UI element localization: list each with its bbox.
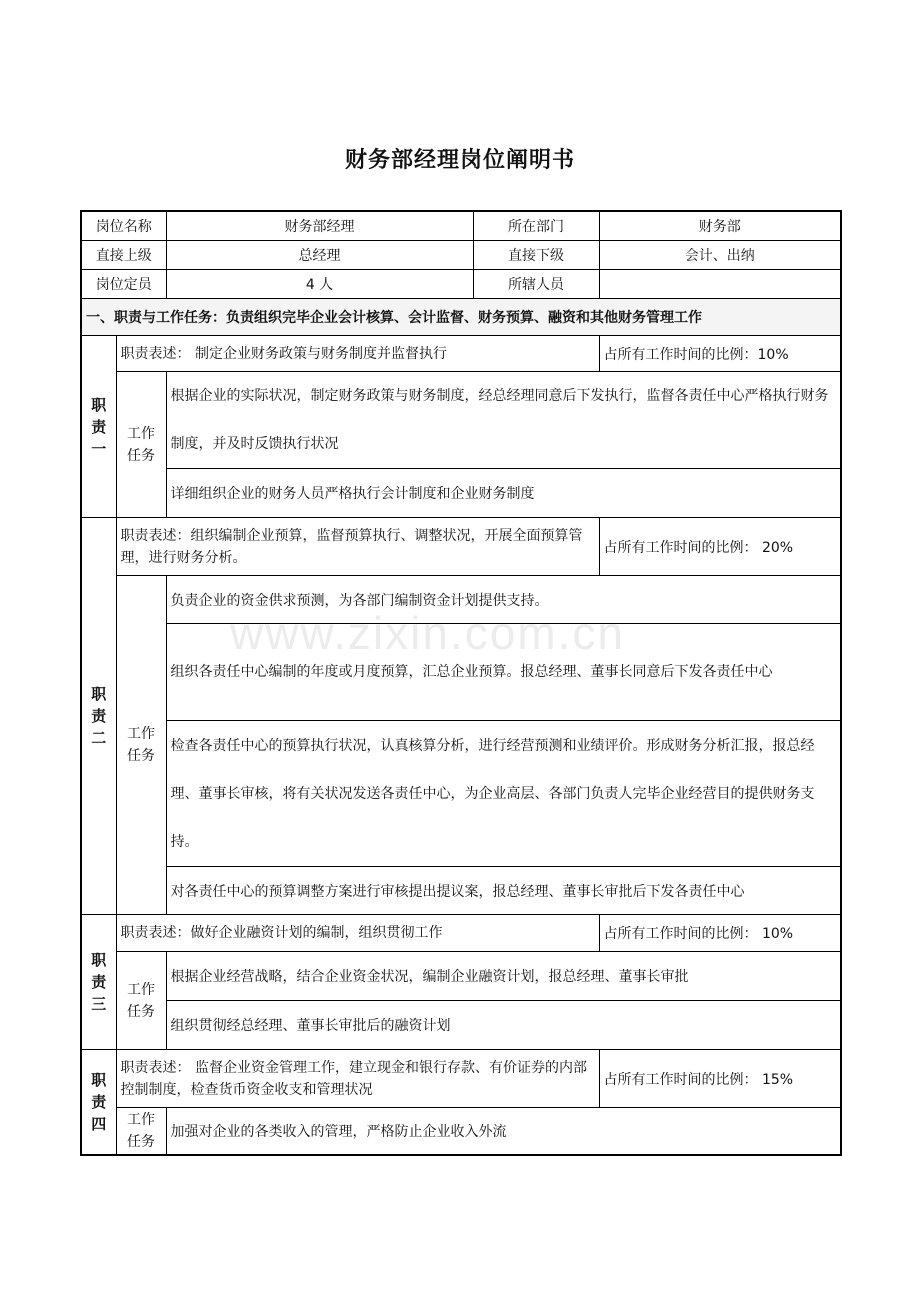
duty-1-ratio: 占所有工作时间的比例：10% (599, 336, 841, 372)
position-value: 财务部经理 (166, 211, 473, 241)
info-row-superior (81, 241, 841, 270)
watermark: www.zixin.com.cn (230, 607, 625, 659)
duty-1-description: 职责表述： 制定企业财务政策与财务制度并监督执行 (116, 336, 599, 372)
duty-2-description: 职责表述：组织编制企业预算，监督预算执行、调整状况，开展全面预算管理，进行财务分析。 (116, 518, 599, 576)
superior-label: 直接上级 (81, 241, 166, 270)
duty-1-desc-row (81, 336, 841, 372)
duty-3-task-row (81, 952, 841, 1001)
page-title: 财务部经理岗位阐明书 (344, 148, 575, 173)
duty-1-task-1: 根据企业的实际状况，制定财务政策与财务制度，经总经理同意后下发执行，监督各责任中心严格执行财务制度，并及时反馈执行状况 (166, 372, 841, 469)
duty-2-label: 职 责 二 (81, 518, 116, 915)
duty-3-desc-row (81, 915, 841, 952)
duty-1-tasks-label: 工作 任务 (116, 372, 166, 518)
duty-2-desc-row (81, 518, 841, 576)
dept-label: 所在部门 (473, 211, 599, 241)
job-description-table (80, 210, 842, 1156)
duty-1-task-row (81, 372, 841, 469)
superior-value: 总经理 (166, 241, 473, 270)
position-label: 岗位名称 (81, 211, 166, 241)
duty-2-task-4: 对各责任中心的预算调整方案进行审核提出提议案，报总经理、董事长审批后下发各责任中心 (166, 867, 841, 915)
duty-2-task-row (81, 624, 841, 721)
duty-3-ratio: 占所有工作时间的比例： 10% (599, 915, 841, 952)
section-title: 一、职责与工作任务：负责组织完毕企业会计核算、会计监督、财务预算、融资和其他财务管理工作 (81, 299, 841, 336)
subordinate-label: 直接下级 (473, 241, 599, 270)
duty-3-task-row (81, 1001, 841, 1050)
info-row-position (81, 211, 841, 241)
duty-4-description: 职责表述： 监督企业资金管理工作，建立现金和银行存款、有价证券的内部控制制度，检查货币资金收支和管理状况 (116, 1050, 599, 1108)
duty-4-desc-row (81, 1050, 841, 1108)
section-row (81, 299, 841, 336)
info-row-headcount (81, 270, 841, 299)
duty-2-task-1: 负责企业的资金供求预测，为各部门编制资金计划提供支持。 (166, 576, 841, 624)
duty-4-ratio: 占所有工作时间的比例： 15% (599, 1050, 841, 1108)
duty-4-label: 职 责 四 (81, 1050, 116, 1155)
subordinate-value: 会计、出纳 (599, 241, 841, 270)
duty-3-label: 职 责 三 (81, 915, 116, 1050)
managed-value (599, 270, 841, 299)
managed-label: 所辖人员 (473, 270, 599, 299)
duty-3-description: 职责表述：做好企业融资计划的编制，组织贯彻工作 (116, 915, 599, 952)
duty-3-task-1: 根据企业经营战略，结合企业资金状况，编制企业融资计划，报总经理、董事长审批 (166, 952, 841, 1001)
duty-2-ratio: 占所有工作时间的比例： 20% (599, 518, 841, 576)
duty-1-task-row (81, 469, 841, 518)
duty-3-task-2: 组织贯彻经总经理、董事长审批后的融资计划 (166, 1001, 841, 1050)
dept-value: 财务部 (599, 211, 841, 241)
duty-2-task-row (81, 867, 841, 915)
duty-2-tasks-label: 工作 任务 (116, 576, 166, 915)
headcount-value: 4 人 (166, 270, 473, 299)
duty-4-tasks-label: 工作 任务 (116, 1108, 166, 1155)
duty-2-task-row (81, 576, 841, 624)
duty-2-task-row (81, 721, 841, 867)
duty-1-label: 职 责 一 (81, 336, 116, 518)
duty-4-task-row (81, 1108, 841, 1155)
duty-1-task-2: 详细组织企业的财务人员严格执行会计制度和企业财务制度 (166, 469, 841, 518)
duty-2-task-2: 组织各责任中心编制的年度或月度预算，汇总企业预算。报总经理、董事长同意后下发各责任中心 (166, 624, 841, 721)
duty-3-tasks-label: 工作 任务 (116, 952, 166, 1050)
headcount-label: 岗位定员 (81, 270, 166, 299)
duty-2-task-3: 检查各责任中心的预算执行状况，认真核算分析，进行经营预测和业绩评价。形成财务分析汇报，报总经理、董事长审核，将有关状况发送各责任中心，为企业高层、各部门负责人完毕企业经营目的提供财务支持。 (166, 721, 841, 867)
duty-4-task-1: 加强对企业的各类收入的管理，严格防止企业收入外流 (166, 1108, 841, 1155)
